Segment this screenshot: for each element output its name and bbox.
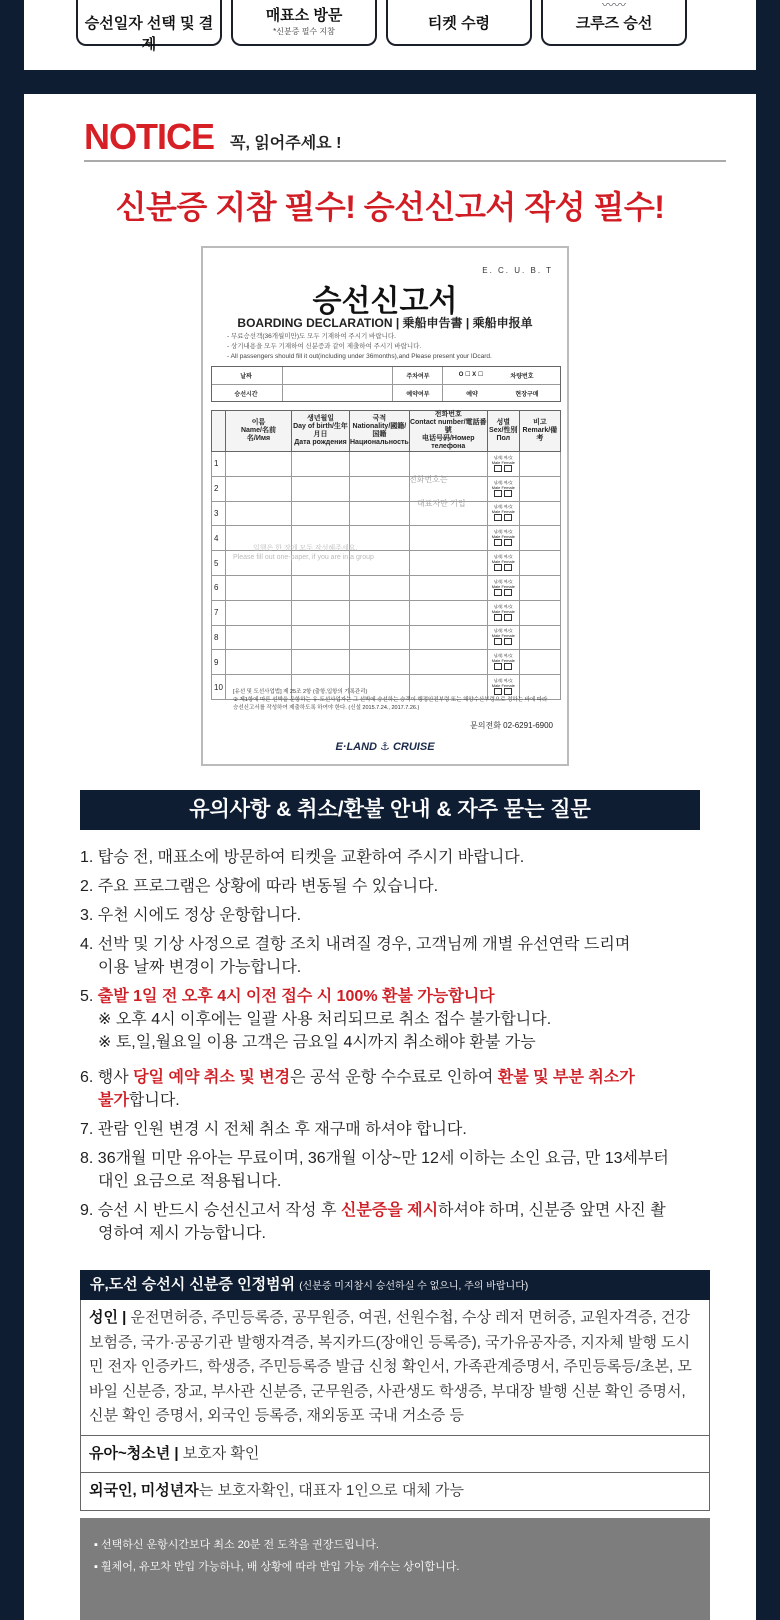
- sex-checkboxes: 남/男 여/女 Male Female: [487, 476, 519, 501]
- notice-title: NOTICE: [84, 116, 215, 157]
- form-field-reservation: 예약여부: [406, 392, 430, 398]
- notice-subtitle: 꼭, 읽어주세요 !: [230, 135, 342, 152]
- step-receive-ticket: [386, 0, 532, 46]
- form-field-car-number: 차량번호: [510, 374, 534, 380]
- tip-item: ▪ 선택하신 운항시간보다 최소 20분 전 도착을 권장드립니다.: [94, 1539, 379, 1551]
- group-hint: Please fill out one-paper, if you are in a group: [233, 554, 374, 561]
- group-hint: 일행은 한 장에 모두 작성해주세요.: [253, 545, 358, 552]
- step-label: 크루즈 승선: [575, 15, 653, 32]
- sex-checkboxes: 남/男 여/女 Male Female: [487, 675, 519, 700]
- step-label: 매표소 방문: [265, 7, 343, 24]
- column-header: 성별 Sex/性別 Пол: [487, 411, 519, 452]
- faq-item: 9. 승선 시 반드시 승선신고서 작성 후 신분증을 제시하셔야 하며, 신분증 앞면 사진 촬영하여 제시 가능합니다.: [80, 1202, 666, 1242]
- sex-checkboxes: 남/男 여/女 Male Female: [487, 575, 519, 600]
- row-number: 9: [212, 650, 226, 675]
- notice-content: [24, 94, 756, 1620]
- table-row: [212, 501, 561, 526]
- sex-checkboxes: 남/男 여/女 Male Female: [487, 526, 519, 551]
- row-number: 2: [212, 476, 226, 501]
- row-number: 5: [212, 551, 226, 576]
- form-note: - 무료승선객(36개월미만)도 모두 기재하여 주시기 바랍니다.: [227, 333, 396, 340]
- step-visit-ticket-office: [231, 0, 377, 46]
- law-line: ② 제1항에 따른 선박을 운항하는 유·도선사업자는 그 선박에 승선하는 승객이 행정안전부령 또는 해양수산부령으로 정하는 바에 따라: [233, 697, 548, 703]
- step-label: 티켓 수령: [427, 15, 491, 32]
- form-law-text: [233, 688, 547, 712]
- step-select-date: [76, 0, 222, 53]
- form-title: 승선신고서: [312, 285, 458, 318]
- row-number: 3: [212, 501, 226, 526]
- id-foreign-row: 외국인, 미성년자는 보호자확인, 대표자 1인으로 대체 가능: [80, 1473, 710, 1511]
- faq-item: 6. 행사 당일 예약 취소 및 변경은 공석 운항 수수료로 인하여 환불 및 부분 취소가 불가합니다.: [80, 1069, 635, 1109]
- form-code: E. C. U. B. T: [482, 266, 553, 275]
- faq-item: 3. 우천 시에도 정상 운항합니다.: [80, 907, 302, 924]
- form-field-reserved: 예약: [466, 392, 478, 398]
- sex-checkboxes: 남/男 여/女 Male Female: [487, 452, 519, 477]
- faq-item: 1. 탑승 전, 매표소에 방문하여 티켓을 교환하여 주시기 바랍니다.: [80, 849, 525, 866]
- eland-cruise-logo: E·LAND ⚓ CRUISE: [335, 741, 435, 753]
- id-acceptance-box: [80, 1270, 710, 1511]
- faq-item: 8. 36개월 미만 유아는 무료이며, 36개월 이상~만 12세 이하는 소인 요금, 만 13세부터 대인 요금으로 적용됩니다.: [80, 1150, 669, 1190]
- contact-phone: 문의전화 02-6291-6900: [470, 721, 553, 730]
- table-row: [212, 476, 561, 501]
- row-number: 7: [212, 600, 226, 625]
- column-header: 생년월일 Day of birth/生年月日 Дата рождения: [292, 411, 350, 452]
- passenger-rows: [212, 452, 561, 700]
- id-youth-row: 유아~청소년 | 보호자 확인: [80, 1436, 710, 1474]
- id-adult-row: 성인 | 운전면허증, 주민등록증, 공무원증, 여권, 선원수첩, 수상 레저 면허증, 교원자격증, 건강보험증, 국가·공공기관 발행자격증, 복지카드(장애인 등록증), 국가유공자증, 지자체 발행 도시민 전자 인증카드, 학생증, 주민등록증 발급 신청 확인서, 가족관계증명서, 주민등록등/초본, 모바일 신분증, 장교, 부사관 신분증, 군무원증, 사관생도 학생증, 부대장 발행 신분 확인 증명서, 신분 확인 증명서, 외국인 등록증, 재외동포 국내 거소증 등: [80, 1300, 710, 1436]
- table-row: [212, 650, 561, 675]
- form-field-parking-marks: O ☐ X ☐: [458, 372, 484, 378]
- step-label: 승선일자 선택 및 결제: [84, 15, 214, 53]
- faq-item: 7. 관람 인원 변경 시 전체 취소 후 재구매 하셔야 합니다.: [80, 1121, 467, 1138]
- tips-box: [80, 1518, 710, 1620]
- law-line: [유선 및 도선사업법] 제 25조 2항 (출항,입항의 기록관리): [233, 689, 368, 695]
- table-header-row: [212, 411, 561, 452]
- step-sub-label: *신분증 필수 지참: [273, 27, 335, 36]
- row-number: 4: [212, 526, 226, 551]
- step-board-cruise: [541, 0, 687, 46]
- table-row: [212, 625, 561, 650]
- table-row: [212, 575, 561, 600]
- form-field-parking: 주차여부: [406, 374, 430, 380]
- required-notice-headline: 신분증 지참 필수! 승선신고서 작성 필수!: [115, 189, 665, 225]
- faq-item: 5. 출발 1일 전 오후 4시 이전 접수 시 100% 환불 가능합니다: [80, 988, 495, 1005]
- form-field-time: 승선시간: [234, 392, 258, 398]
- id-acceptance-title: 유,도선 승선시 신분증 인정범위 (신분증 미지참시 승선하실 수 없으니, 주의 바랍니다): [80, 1270, 710, 1300]
- form-field-date: 날짜: [240, 374, 252, 380]
- phone-hint: 전화번호는: [409, 475, 448, 484]
- phone-hint: 대표자만 기입: [417, 499, 466, 508]
- form-top-fields: [211, 366, 561, 402]
- row-number: 8: [212, 625, 226, 650]
- tip-item: ▪ 휠체어, 유모차 반입 가능하나, 배 상황에 따라 반입 가능 개수는 상이합니다.: [94, 1561, 460, 1573]
- faq-item: 4. 선박 및 기상 사정으로 결항 조치 내려질 경우, 고객님께 개별 유선연락 드리며 이용 날짜 변경이 가능합니다.: [80, 936, 631, 976]
- law-line: 승선신고서를 작성하여 제출하도록 하여야 한다. (신설 2015.7.24., 2017.7.26.): [233, 705, 420, 711]
- boarding-declaration-form: [201, 246, 569, 766]
- form-note: - 상기내용을 모두 기재하여 신분증과 같이 제출하여 주시기 바랍니다.: [227, 343, 422, 350]
- row-number: 10: [212, 675, 226, 700]
- faq-item: 2. 주요 프로그램은 상황에 따라 변동될 수 있습니다.: [80, 878, 439, 895]
- column-header: 비고 Remark/備考: [519, 411, 560, 452]
- row-number: 1: [212, 452, 226, 477]
- sex-checkboxes: 남/男 여/女 Male Female: [487, 551, 519, 576]
- form-subtitle: BOARDING DECLARATION | 乗船申告書 | 乘船申报单: [237, 316, 533, 330]
- sex-checkboxes: 남/男 여/女 Male Female: [487, 501, 519, 526]
- form-notes: [227, 332, 492, 362]
- form-note: - All passengers should fill it out(including under 36months),and Please present your IDcard.: [227, 353, 492, 360]
- column-header: 전화번호 Contact number/電話番號 电话号码/Номер телефона: [409, 411, 487, 450]
- faq-subnote: ※ 오후 4시 이후에는 일괄 사용 처리되므로 취소 접수 불가합니다.: [98, 1011, 552, 1028]
- faq-subnote: ※ 토,일,월요일 이용 고객은 금요일 4시까지 취소해야 환불 가능: [98, 1034, 536, 1051]
- notice-header: [84, 116, 726, 162]
- table-row: [212, 452, 561, 477]
- faq-title-bar: 유의사항 & 취소/환불 안내 & 자주 묻는 질문: [80, 790, 700, 830]
- row-number: 6: [212, 575, 226, 600]
- faq-list: [80, 846, 700, 1251]
- form-field-onsite: 현장구매: [515, 392, 539, 398]
- sex-checkboxes: 남/男 여/女 Male Female: [487, 600, 519, 625]
- sex-checkboxes: 남/男 여/女 Male Female: [487, 625, 519, 650]
- wave-icon: 〰〰: [601, 0, 627, 12]
- sex-checkboxes: 남/男 여/女 Male Female: [487, 650, 519, 675]
- booking-steps: [24, 0, 756, 70]
- column-header: 이름 Name/名前 名/Имя: [226, 411, 292, 452]
- table-row: [212, 600, 561, 625]
- column-header: 국적 Nationality/國籍/国籍 Национальность: [350, 411, 410, 452]
